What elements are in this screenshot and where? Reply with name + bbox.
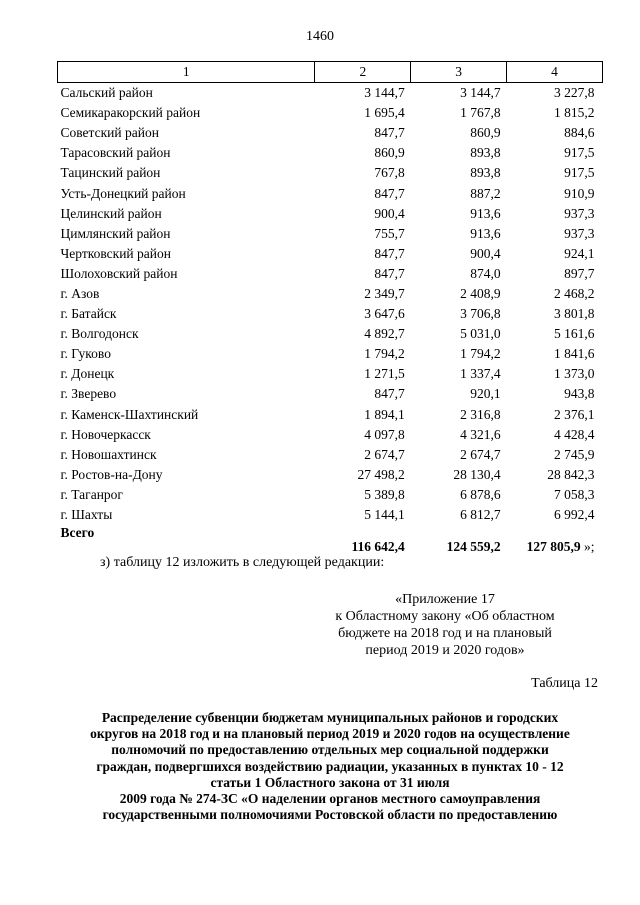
value-2019-cell: 1 794,2	[460, 346, 501, 362]
table-row	[58, 103, 603, 123]
table-heading	[50, 710, 610, 823]
value-2020-cell: 2 745,9	[554, 446, 595, 462]
district-name-cell: г. Батайск	[60, 306, 117, 322]
district-name-cell: г. Каменск-Шахтинский	[60, 406, 199, 422]
total-label-cell: Всего	[60, 525, 95, 541]
value-2018-cell: 4 097,8	[364, 426, 405, 442]
heading-line: граждан, подвергшихся воздействию радиации, указанных в пунктах 10 - 12	[96, 758, 564, 774]
column-header-3: 3	[411, 62, 507, 83]
value-2020-cell: 917,5	[564, 145, 595, 161]
value-2020-cell: 2 468,2	[554, 285, 595, 301]
table-row	[58, 224, 603, 244]
total-2020-cell	[507, 525, 603, 555]
district-name-cell: Сальский район	[60, 85, 153, 101]
value-2019-cell: 28 130,4	[453, 466, 501, 482]
table-row	[58, 364, 603, 384]
heading-line: статьи 1 Областного закона от 31 июля	[210, 774, 450, 790]
value-2019-cell: 874,0	[470, 265, 501, 281]
column-header-2: 2	[315, 62, 411, 83]
value-2019-cell: 2 674,7	[460, 446, 501, 462]
value-2018-cell: 5 389,8	[364, 486, 405, 502]
value-2018-cell: 755,7	[374, 225, 405, 241]
value-2020-cell: 6 992,4	[554, 507, 595, 523]
value-2019-cell: 920,1	[470, 386, 501, 402]
value-2020-cell: 2 376,1	[554, 406, 595, 422]
value-2018-cell: 3 144,7	[364, 85, 405, 101]
table-row	[58, 445, 603, 465]
value-2019-cell: 913,6	[470, 205, 501, 221]
heading-line: Распределение субвенции бюджетам муниципальных районов и городских	[101, 710, 559, 725]
table-header-row	[58, 62, 603, 83]
appendix-line-1: «Приложение 17	[395, 592, 495, 607]
value-2018-cell: 860,9	[374, 145, 405, 161]
table-body	[58, 83, 603, 556]
closing-quote-suffix: »;	[580, 539, 595, 555]
district-name-cell: г. Ростов-на-Дону	[60, 466, 163, 482]
value-2020-cell: 884,6	[564, 125, 595, 141]
district-name-cell: Усть-Донецкий район	[60, 185, 186, 201]
total-2020-value: 127 805,9	[526, 539, 581, 555]
total-2018-cell: 116 642,4	[351, 539, 405, 555]
table-row	[58, 344, 603, 364]
heading-line: государственными полномочиями Ростовской области по предоставлению	[102, 807, 558, 823]
value-2018-cell: 847,7	[374, 386, 405, 402]
value-2020-cell: 917,5	[564, 165, 595, 181]
subvention-table	[57, 61, 603, 555]
value-2020-cell: 3 227,8	[554, 85, 595, 101]
value-2018-cell: 847,7	[374, 185, 405, 201]
value-2020-cell: 1 815,2	[554, 105, 595, 121]
appendix-line-3: бюджете на 2018 год и на плановый	[338, 626, 552, 641]
value-2018-cell: 847,7	[374, 245, 405, 261]
value-2018-cell: 1 894,1	[364, 406, 405, 422]
value-2020-cell: 3 801,8	[554, 306, 595, 322]
value-2020-cell: 924,1	[564, 245, 595, 261]
value-2019-cell: 893,8	[470, 145, 501, 161]
value-2018-cell: 767,8	[374, 165, 405, 181]
district-name-cell: Шолоховский район	[60, 265, 178, 281]
value-2019-cell: 913,6	[470, 225, 501, 241]
table-row	[58, 143, 603, 163]
district-name-cell: Целинский район	[60, 205, 162, 221]
value-2018-cell: 27 498,2	[357, 466, 405, 482]
table-row	[58, 264, 603, 284]
value-2019-cell: 1 337,4	[460, 366, 501, 382]
amendment-paragraph: з) таблицу 12 изложить в следующей редакции:	[100, 555, 385, 570]
table-row	[58, 83, 603, 104]
district-name-cell: г. Зверево	[60, 386, 117, 402]
table-label: Таблица 12	[531, 676, 598, 691]
value-2018-cell: 3 647,6	[364, 306, 405, 322]
table-row	[58, 204, 603, 224]
total-2019-cell: 124 559,2	[446, 539, 501, 555]
table-row	[58, 284, 603, 304]
value-2019-cell: 3 144,7	[460, 85, 501, 101]
table-row	[58, 324, 603, 344]
value-2019-cell: 2 316,8	[460, 406, 501, 422]
district-name-cell: г. Донецк	[60, 366, 115, 382]
total-row	[58, 525, 603, 555]
value-2020-cell: 1 373,0	[554, 366, 595, 382]
district-name-cell: Советский район	[60, 125, 159, 141]
value-2018-cell: 1 271,5	[364, 366, 405, 382]
value-2018-cell: 1 794,2	[364, 346, 405, 362]
value-2019-cell: 887,2	[470, 185, 501, 201]
district-name-cell: г. Новошахтинск	[60, 446, 157, 462]
table-row	[58, 405, 603, 425]
appendix-line-2: к Областному закону «Об областном	[335, 609, 555, 624]
page-number: 1460	[306, 29, 334, 44]
value-2018-cell: 2 674,7	[364, 446, 405, 462]
district-name-cell: г. Шахты	[60, 507, 113, 523]
heading-line: 2009 года № 274-ЗС «О наделении органов местного самоуправления	[119, 791, 541, 807]
heading-line: полномочий по предоставлению отдельных мер социальной поддержки	[111, 742, 549, 758]
table-row	[58, 123, 603, 143]
value-2020-cell: 4 428,4	[554, 426, 595, 442]
district-name-cell: Тацинский район	[60, 165, 161, 181]
district-name-cell: Семикаракорский район	[60, 105, 201, 121]
value-2019-cell: 893,8	[470, 165, 501, 181]
value-2019-cell: 5 031,0	[460, 326, 501, 342]
value-2020-cell: 943,8	[564, 386, 595, 402]
value-2020-cell: 910,9	[564, 185, 595, 201]
value-2019-cell: 900,4	[470, 245, 501, 261]
appendix-reference	[322, 591, 568, 659]
value-2018-cell: 2 349,7	[364, 285, 405, 301]
district-name-cell: г. Азов	[60, 285, 100, 301]
value-2018-cell: 847,7	[374, 125, 405, 141]
value-2018-cell: 4 892,7	[364, 326, 405, 342]
district-name-cell: г. Гуково	[60, 346, 111, 362]
district-name-cell: г. Волгодонск	[60, 326, 139, 342]
table-row	[58, 425, 603, 445]
table-row	[58, 505, 603, 525]
value-2018-cell: 900,4	[374, 205, 405, 221]
heading-line: округов на 2018 год и на плановый период 2019 и 2020 годов на осуществление	[90, 726, 570, 742]
value-2019-cell: 6 878,6	[460, 486, 501, 502]
district-name-cell: г. Новочеркасск	[60, 426, 151, 442]
value-2018-cell: 1 695,4	[364, 105, 405, 121]
appendix-line-4: период 2019 и 2020 годов»	[365, 643, 525, 658]
table-row	[58, 485, 603, 505]
value-2019-cell: 1 767,8	[460, 105, 501, 121]
value-2019-cell: 6 812,7	[460, 507, 501, 523]
table-row	[58, 244, 603, 264]
table-row	[58, 183, 603, 203]
value-2018-cell: 847,7	[374, 265, 405, 281]
value-2020-cell: 28 842,3	[547, 466, 595, 482]
district-name-cell: г. Таганрог	[60, 486, 123, 502]
table-row	[58, 163, 603, 183]
value-2020-cell: 897,7	[564, 265, 595, 281]
value-2020-cell: 1 841,6	[554, 346, 595, 362]
district-name-cell: Чертковский район	[60, 245, 171, 261]
column-header-4: 4	[507, 62, 603, 83]
value-2020-cell: 7 058,3	[554, 486, 595, 502]
table-row	[58, 465, 603, 485]
value-2020-cell: 937,3	[564, 205, 595, 221]
table-row	[58, 304, 603, 324]
value-2019-cell: 860,9	[470, 125, 501, 141]
table-row	[58, 384, 603, 404]
value-2018-cell: 5 144,1	[364, 507, 405, 523]
district-name-cell: Цимлянский район	[60, 225, 171, 241]
column-header-1: 1	[58, 62, 315, 83]
value-2020-cell: 937,3	[564, 225, 595, 241]
value-2019-cell: 2 408,9	[460, 285, 501, 301]
value-2019-cell: 4 321,6	[460, 426, 501, 442]
value-2019-cell: 3 706,8	[460, 306, 501, 322]
district-name-cell: Тарасовский район	[60, 145, 171, 161]
value-2020-cell: 5 161,6	[554, 326, 595, 342]
